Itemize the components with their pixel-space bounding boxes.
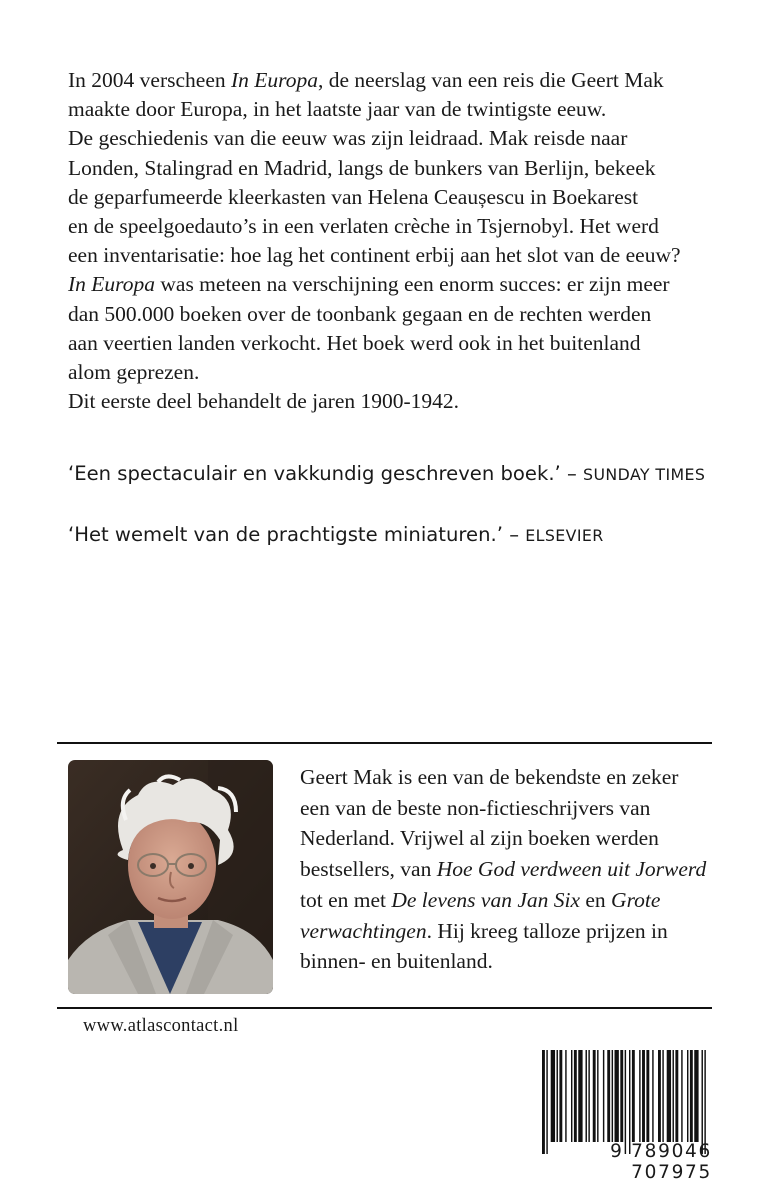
barcode-bar [667,1050,671,1142]
divider-top [57,742,712,744]
blurb-line: Dit eerste deel behandelt de jaren 1900-1942. [68,389,460,414]
quote-dash: – [560,462,584,485]
bio-line [300,885,730,916]
barcode-bar [702,1050,703,1154]
barcode-bar [588,1050,589,1142]
italic-title: Grote [611,887,661,912]
barcode-bar [681,1050,682,1142]
barcode-bar [551,1050,555,1142]
text-segment: , de neerslag van een reis die Geert Mak [317,68,664,92]
blurb-line: aan veertien landen verkocht. Het boek werd ook in het buitenland [68,330,641,355]
blurb-line: en de speelgoedauto’s in een verlaten crèche in Tsjernobyl. Het werd [68,214,659,239]
barcode-bar [557,1050,558,1142]
text-segment: tot en met [300,887,392,912]
barcode-bar [620,1050,623,1142]
blurb-line: de geparfumeerde kleerkasten van Helena Ceaușescu in Boekarest [68,184,639,209]
barcode-bar [559,1050,562,1142]
review-quote-sunday-times [68,461,758,488]
quote-source: SUNDAY TIMES [583,465,706,484]
quote-source: ELSEVIER [525,526,604,545]
bio-line: Geert Mak is een van de bekendste en zeker [300,765,679,789]
barcode-bar [673,1050,674,1142]
back-cover-blurb [68,66,728,416]
text-segment: en [580,887,612,912]
barcode-bar [612,1050,613,1142]
quote-text: ‘Een spectaculair en vakkundig geschreven boek.’ [68,462,561,485]
barcode-bar [646,1050,649,1142]
barcode-bar [658,1050,661,1142]
bio-line [300,916,730,947]
blurb-line: dan 500.000 boeken over de toonbank gegaan en de rechten werden [68,301,652,326]
bio-line: binnen- en buitenland. [300,949,493,974]
barcode-bar [597,1050,598,1142]
barcode-bar [652,1050,653,1142]
barcode-bar [632,1050,635,1142]
barcode-bar [687,1050,688,1142]
barcode-bar [615,1050,619,1142]
divider-bottom [57,1007,712,1009]
text-segment: bestsellers, van [300,857,437,882]
barcode-bar [574,1050,577,1142]
italic-title: Hoe God verdween uit Jorwerd [436,857,707,882]
bio-line: Nederland. Vrijwel al zijn boeken werden [300,826,659,851]
barcode-bar [578,1050,582,1142]
blurb-line [68,66,728,95]
isbn-number: 9 789046 707975 [610,1141,712,1183]
barcode-bar [542,1050,545,1154]
barcode-bar [642,1050,645,1142]
text-segment: In 2004 verscheen [68,68,231,92]
text-segment: was meteen na verschijning een enorm succes: er zijn meer [155,272,670,297]
review-quote-elsevier [68,522,758,549]
barcode-bar [690,1050,693,1142]
italic-title: In Europa [230,68,318,92]
italic-title: In Europa [68,272,155,297]
bio-line: een van de beste non-fictieschrijvers van [300,795,651,820]
barcode-bar [675,1050,678,1142]
author-photo [68,760,273,994]
italic-title: verwachtingen [300,918,427,943]
barcode-bar [662,1050,663,1142]
blurb-line: een inventarisatie: hoe lag het continent erbij aan het slot van de eeuw? [68,243,681,268]
barcode-bar [639,1050,640,1142]
blurb-line [68,270,728,299]
author-portrait-illustration [68,760,273,994]
barcode-bar [603,1050,604,1142]
blurb-line: maakte door Europa, in het laatste jaar van de twintigste eeuw. [68,97,607,122]
blurb-line: De geschiedenis van die eeuw was zijn leidraad. Mak reisde naar [68,126,628,151]
barcode-bar [571,1050,572,1142]
barcode-bar [704,1050,705,1154]
barcode-bar [593,1050,596,1142]
barcode-bar [607,1050,610,1142]
barcode-bar [694,1050,698,1142]
barcode-bar [546,1050,547,1154]
barcode-bar [565,1050,566,1142]
italic-title: De levens van Jan Six [391,887,580,912]
quote-text: ‘Het wemelt van de prachtigste miniaturen.’ [68,523,503,546]
blurb-line: Londen, Stalingrad en Madrid, langs de bunkers van Berlijn, bekeek [68,155,656,180]
bio-line [300,854,730,885]
blurb-line: alom geprezen. [68,360,200,385]
barcode-bar [586,1050,587,1142]
publisher-website: www.atlascontact.nl [83,1016,239,1036]
barcode-bar [629,1050,630,1154]
barcode-bar [625,1050,626,1154]
text-segment: . Hij kreeg talloze prijzen in [426,918,668,943]
author-bio [300,762,730,977]
quote-dash: – [502,523,526,546]
